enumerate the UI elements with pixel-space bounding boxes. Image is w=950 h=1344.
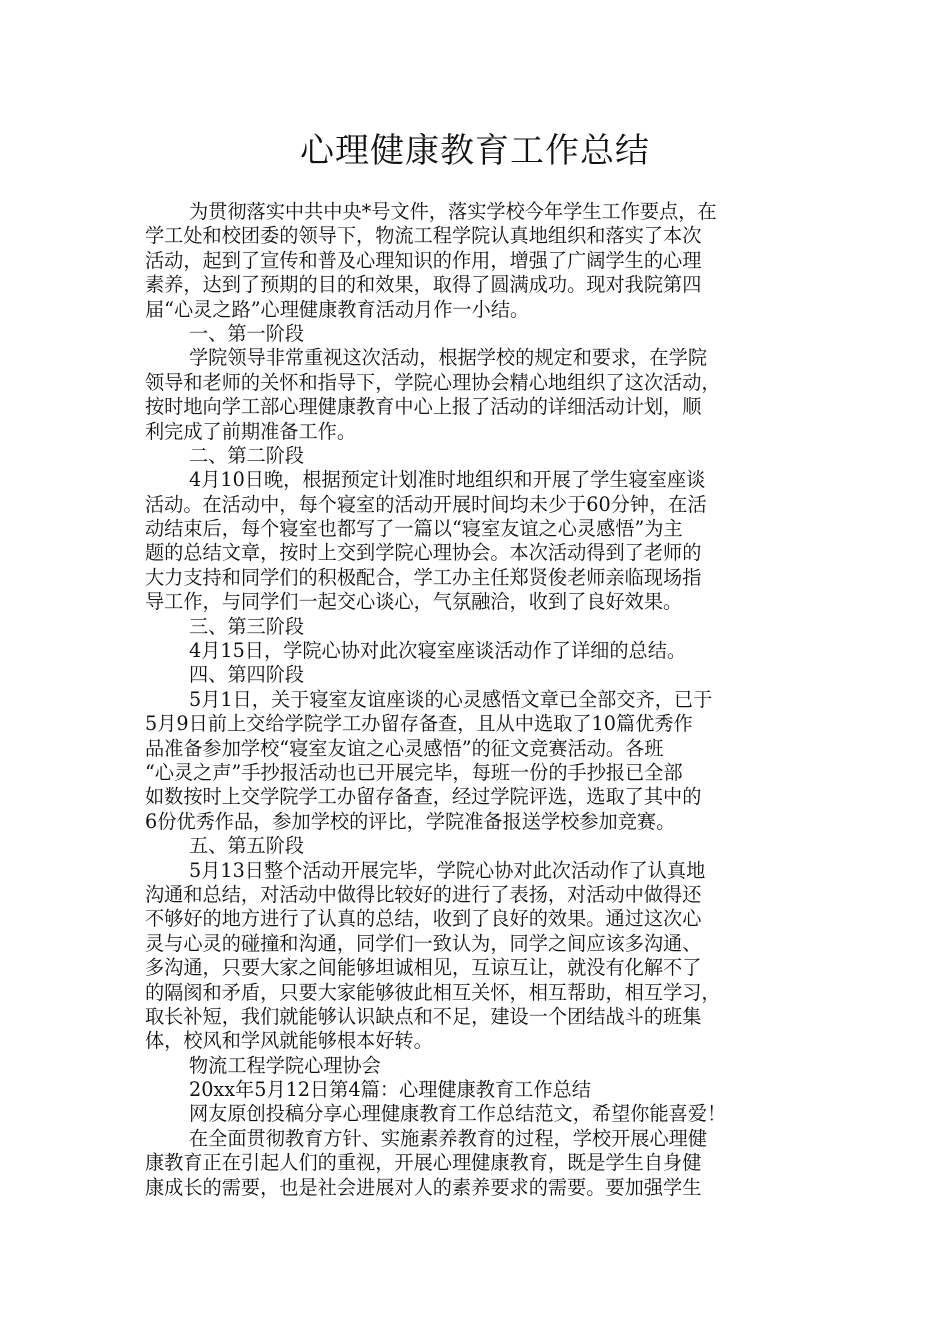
text-line: 多沟通，只要大家之间能够坦诚相见，互谅互让，就没有化解不了 bbox=[145, 956, 702, 980]
text-line: 五、第五阶段 bbox=[189, 834, 305, 858]
text-line: 学工处和校团委的领导下，物流工程学院认真地组织和落实了本次 bbox=[145, 224, 702, 248]
text-line: 6份优秀作品，参加学校的评比，学院准备报送学校参加竞赛。 bbox=[145, 809, 676, 833]
text-line: 物流工程学院心理协会 bbox=[189, 1053, 381, 1077]
text-line: 为贯彻落实中共中央*号文件，落实学校今年学生工作要点，在 bbox=[189, 200, 717, 223]
text-line: 活动。在活动中，每个寝室的活动开展时间均未少于60分钟，在活 bbox=[145, 492, 707, 516]
text-line: 20xx年5月12日第4篇：心理健康教育工作总结 bbox=[189, 1078, 591, 1102]
text-line: 不够好的地方进行了认真的总结，收到了良好的效果。通过这次心 bbox=[145, 907, 702, 931]
text-line: 5月13日整个活动开展完毕，学院心协对此次活动作了认真地 bbox=[189, 858, 706, 882]
text-line: 利完成了前期准备工作。 bbox=[145, 419, 357, 443]
text-line: 沟通和总结，对活动中做得比较好的进行了表扬，对活动中做得还 bbox=[145, 882, 702, 906]
text-line: 一、第一阶段 bbox=[189, 321, 305, 345]
text-line: 大力支持和同学们的积极配合，学工办主任郑贤俊老师亲临现场指 bbox=[145, 565, 702, 589]
text-line: 在全面贯彻教育方针、实施素养教育的过程，学校开展心理健 bbox=[189, 1126, 708, 1150]
text-line: 康教育正在引起人们的重视，开展心理健康教育，既是学生自身健 bbox=[145, 1151, 702, 1175]
text-line: 5月1日，关于寝室友谊座谈的心灵感悟文章已全部交齐，已于 bbox=[189, 687, 713, 711]
text-line: 体，校风和学风就能够根本好转。 bbox=[145, 1029, 433, 1053]
text-line: 三、第三阶段 bbox=[189, 614, 305, 638]
text-line: 领导和老师的关怀和指导下，学院心理协会精心地组织了这次活动， bbox=[145, 370, 721, 394]
text-line: 网友原创投稿分享心理健康教育工作总结范文，希望你能喜爱！ bbox=[189, 1102, 727, 1126]
text-line: 康成长的需要，也是社会进展对人的素养要求的需要。要加强学生 bbox=[145, 1175, 702, 1199]
text-line: “心灵之声”手抄报活动也已开展完毕，每班一份的手抄报已全部 bbox=[145, 760, 683, 784]
text-line: 如数按时上交学院学工办留存备查，经过学院评选，选取了其中的 bbox=[145, 785, 702, 809]
text-line: 动结束后，每个寝室也都写了一篇以“寝室友谊之心灵感悟”为主 bbox=[145, 517, 683, 541]
text-line: 题的总结文章，按时上交到学院心理协会。本次活动得到了老师的 bbox=[145, 541, 702, 565]
text-line: 四、第四阶段 bbox=[189, 663, 305, 687]
text-line: 素养，达到了预期的目的和效果，取得了圆满成功。现对我院第四 bbox=[145, 273, 702, 297]
text-line: 导工作，与同学们一起交心谈心，气氛融洽，收到了良好效果。 bbox=[145, 590, 683, 614]
text-line: 品准备参加学校“寝室友谊之心灵感悟”的征文竞赛活动。各班 bbox=[145, 736, 664, 760]
document-title: 心理健康教育工作总结 bbox=[300, 131, 650, 171]
text-line: 届“心灵之路”心理健康教育活动月作一小结。 bbox=[145, 297, 530, 321]
text-line: 取长补短，我们就能够认识缺点和不足，建设一个团结战斗的班集 bbox=[145, 1004, 702, 1028]
text-line: 的隔阂和矛盾，只要大家能够彼此相互关怀，相互帮助，相互学习， bbox=[145, 980, 721, 1004]
document-body bbox=[145, 200, 810, 1200]
text-line: 灵与心灵的碰撞和沟通，同学们一致认为，同学之间应该多沟通、 bbox=[145, 931, 702, 955]
text-line: 学院领导非常重视这次活动，根据学校的规定和要求，在学院 bbox=[189, 346, 708, 370]
text-line: 二、第二阶段 bbox=[189, 443, 305, 467]
text-line: 5月9日前上交给学院学工办留存备查，且从中选取了10篇优秀作 bbox=[145, 712, 693, 736]
text-line: 4月15日，学院心协对此次寝室座谈活动作了详细的总结。 bbox=[189, 639, 687, 663]
text-line: 4月10日晚，根据预定计划准时地组织和开展了学生寝室座谈 bbox=[189, 468, 706, 492]
text-line: 按时地向学工部心理健康教育中心上报了活动的详细活动计划，顺 bbox=[145, 395, 702, 419]
text-line: 活动，起到了宣传和普及心理知识的作用，增强了广阔学生的心理 bbox=[145, 248, 702, 272]
